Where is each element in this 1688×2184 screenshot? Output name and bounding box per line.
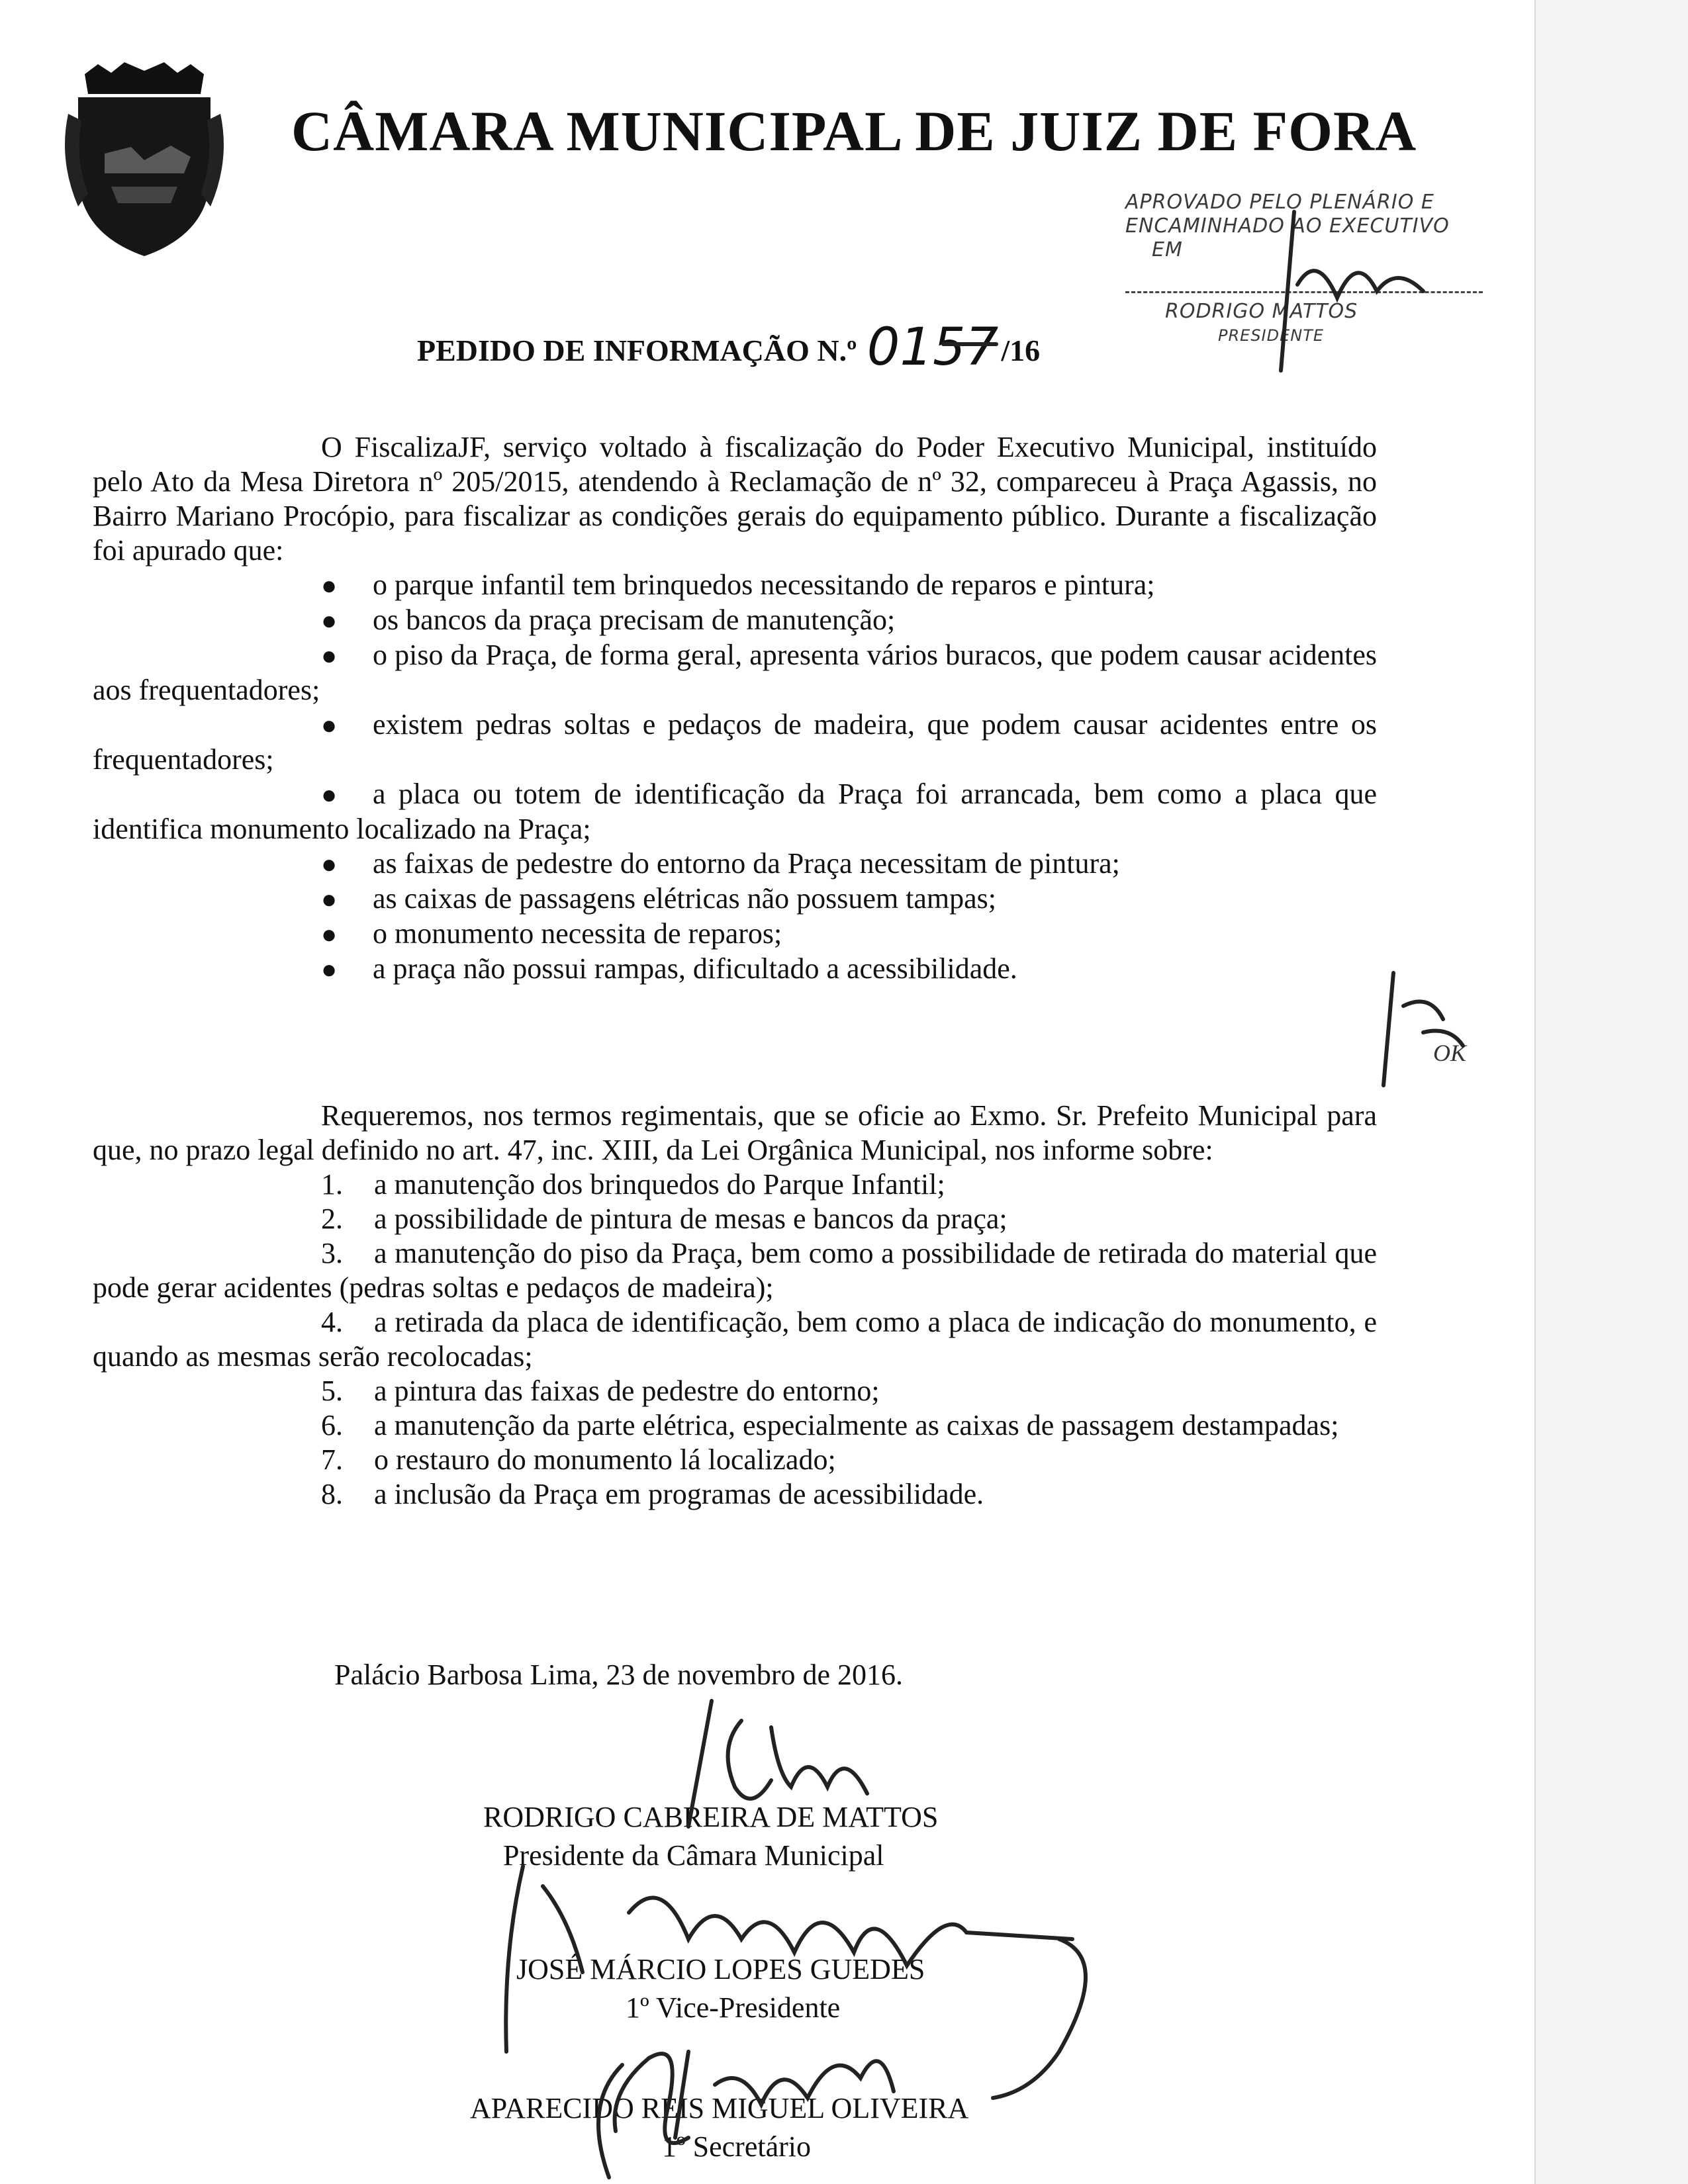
list-item xyxy=(93,1374,1377,1408)
list-item xyxy=(93,1167,1377,1202)
signatory-2-role: 1º Vice-Presidente xyxy=(626,1991,841,2024)
item-text: a manutenção do piso da Praça, bem como a possibilidade de retirada do material que pode gerar acidentes (pedras soltas e pedaços de madeira); xyxy=(93,1237,1377,1304)
signatory-1-role: Presidente da Câmara Municipal xyxy=(503,1839,884,1872)
stamp-line-1: APROVADO PELO PLENÁRIO E xyxy=(1125,191,1434,214)
finding-text: as caixas de passagens elétricas não possuem tampas; xyxy=(373,882,997,915)
place-date: Palácio Barbosa Lima, 23 de novembro de 2016. xyxy=(334,1659,904,1691)
stamp-line-3: EM xyxy=(1152,238,1183,261)
item-number: 5. xyxy=(321,1375,343,1407)
item-number: 7. xyxy=(321,1443,343,1476)
heading-prefix: PEDIDO DE INFORMAÇÃO N.º xyxy=(417,334,857,367)
bullet-icon: ● xyxy=(321,884,338,914)
heading-number: 0157 xyxy=(867,318,999,377)
bullet-icon: ● xyxy=(321,570,338,600)
finding-text: o monumento necessita de reparos; xyxy=(373,917,782,950)
document-heading xyxy=(417,318,1040,377)
stamp-rule xyxy=(1125,291,1483,293)
list-item xyxy=(93,777,1377,846)
item-number: 3. xyxy=(321,1237,343,1269)
item-text: a possibilidade de pintura de mesas e bancos da praça; xyxy=(374,1203,1008,1235)
item-number: 1. xyxy=(321,1168,343,1201)
bullet-icon: ● xyxy=(321,606,338,635)
bullet-icon: ● xyxy=(321,710,338,740)
signatory-3-name: APARECIDO REIS MIGUEL OLIVEIRA xyxy=(470,2092,969,2124)
bullet-icon: ● xyxy=(321,849,338,879)
signatory-1-name: RODRIGO CABREIRA DE MATTOS xyxy=(483,1801,939,1833)
document-body xyxy=(93,430,1377,987)
finding-text: os bancos da praça precisam de manutenção; xyxy=(373,604,896,636)
page-title: CÂMARA MUNICIPAL DE JUIZ DE FORA xyxy=(291,99,1417,163)
scan-edge xyxy=(1534,0,1688,2184)
heading-suffix: /16 xyxy=(1001,334,1041,367)
stamp-line-4: RODRIGO MATTOS xyxy=(1165,300,1358,323)
list-item xyxy=(93,707,1377,777)
bullet-icon: ● xyxy=(321,919,338,949)
finding-text: a praça não possui rampas, dificultado a acessibilidade. xyxy=(373,952,1017,985)
list-item xyxy=(93,603,1377,638)
findings-list xyxy=(93,568,1377,987)
finding-text: o piso da Praça, de forma geral, apresenta vários buracos, que podem causar acidentes aos frequentadores; xyxy=(93,639,1377,706)
list-item xyxy=(93,638,1377,707)
item-number: 4. xyxy=(321,1306,343,1338)
coat-of-arms-logo xyxy=(58,61,230,259)
margin-mark xyxy=(1383,973,1463,1085)
bullet-icon: ● xyxy=(321,954,338,984)
list-item xyxy=(93,952,1377,987)
item-text: a pintura das faixas de pedestre do entorno; xyxy=(374,1375,880,1407)
finding-text: a placa ou totem de identificação da Praça foi arrancada, bem como a placa que identifica monumento localizado na Praça; xyxy=(93,778,1377,845)
item-text: o restauro do monumento lá localizado; xyxy=(374,1443,836,1476)
finding-text: existem pedras soltas e pedaços de madeira, que podem causar acidentes entre os frequentadores; xyxy=(93,708,1377,776)
finding-text: as faixas de pedestre do entorno da Praça necessitam de pintura; xyxy=(373,847,1120,880)
item-text: a retirada da placa de identificação, bem como a placa de indicação do monumento, e quando as mesmas serão recolocadas; xyxy=(93,1306,1377,1373)
item-number: 2. xyxy=(321,1203,343,1235)
bullet-icon: ● xyxy=(321,780,338,809)
list-item xyxy=(93,1477,1377,1512)
item-number: 8. xyxy=(321,1478,343,1510)
item-text: a manutenção da parte elétrica, especialmente as caixas de passagem destampadas; xyxy=(374,1409,1339,1441)
list-item xyxy=(93,1305,1377,1374)
stamp-line-5: PRESIDENTE xyxy=(1218,326,1325,345)
list-item xyxy=(93,1236,1377,1305)
intro-paragraph: O FiscalizaJF, serviço voltado à fiscalização do Poder Executivo Municipal, instituído pelo Ato da Mesa Diretora nº 205/2015, atendendo à Reclamação de nº 32, compareceu à Praça Agassis, no Bairro Mariano Procópio, para fiscalizar as condições gerais do equipamento público. Durante a fiscalização foi apurado que: xyxy=(93,431,1377,567)
list-item xyxy=(93,882,1377,917)
list-item xyxy=(93,846,1377,882)
margin-note: OK xyxy=(1433,1040,1467,1066)
stamp-line-2: ENCAMINHADO AO EXECUTIVO xyxy=(1125,214,1450,238)
signatory-2-name: JOSÉ MÁRCIO LOPES GUEDES xyxy=(516,1953,925,1985)
request-paragraph: Requeremos, nos termos regimentais, que se oficie ao Exmo. Sr. Prefeito Municipal para que, no prazo legal definido no art. 47, inc. XIII, da Lei Orgânica Municipal, nos informe sobre: xyxy=(93,1099,1377,1166)
list-item xyxy=(93,568,1377,603)
request-section xyxy=(93,1099,1377,1512)
list-item xyxy=(93,1202,1377,1236)
bullet-icon: ● xyxy=(321,641,338,670)
item-number: 6. xyxy=(321,1409,343,1441)
list-item xyxy=(93,1408,1377,1443)
signatory-3-role: 1º Secretário xyxy=(662,2130,811,2163)
list-item xyxy=(93,1443,1377,1477)
request-items-list xyxy=(93,1167,1377,1512)
approval-stamp xyxy=(1125,191,1496,356)
item-text: a manutenção dos brinquedos do Parque Infantil; xyxy=(374,1168,945,1201)
list-item xyxy=(93,917,1377,952)
finding-text: o parque infantil tem brinquedos necessitando de reparos e pintura; xyxy=(373,569,1155,601)
item-text: a inclusão da Praça em programas de acessibilidade. xyxy=(374,1478,984,1510)
